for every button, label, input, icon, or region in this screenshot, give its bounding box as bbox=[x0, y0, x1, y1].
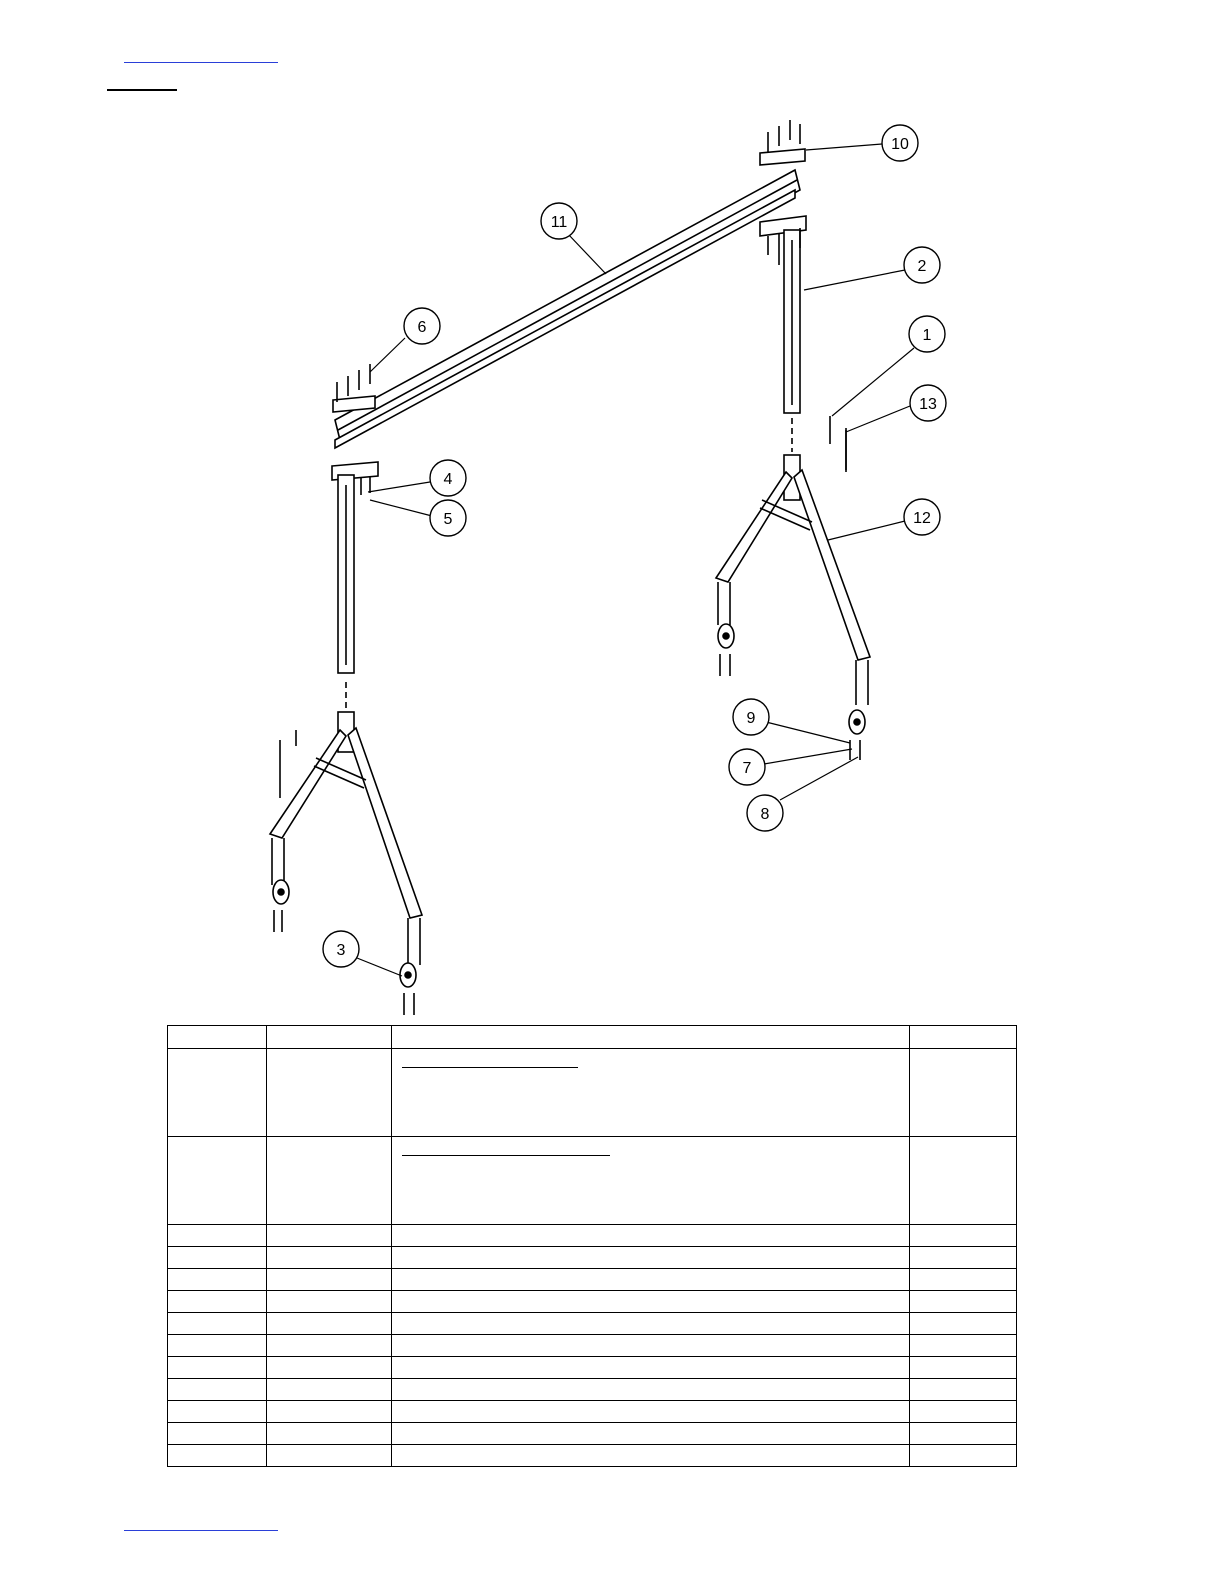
description-link[interactable] bbox=[402, 1155, 610, 1156]
table-cell bbox=[267, 1247, 392, 1269]
table-cell bbox=[392, 1401, 910, 1423]
table-cell bbox=[267, 1137, 392, 1225]
table-row bbox=[168, 1225, 1017, 1247]
callout-8-label: 8 bbox=[760, 806, 770, 823]
table-row bbox=[168, 1137, 1017, 1225]
table-cell bbox=[267, 1357, 392, 1379]
callout-9-balloon bbox=[733, 699, 769, 735]
table-cell bbox=[168, 1335, 267, 1357]
table-cell bbox=[168, 1137, 267, 1225]
callout-11-balloon bbox=[541, 203, 577, 239]
table-cell bbox=[392, 1291, 910, 1313]
table-cell bbox=[168, 1269, 267, 1291]
callout-13-balloon bbox=[910, 385, 946, 421]
callout-12-label: 12 bbox=[913, 510, 931, 527]
table-cell bbox=[267, 1335, 392, 1357]
table-cell bbox=[168, 1423, 267, 1445]
table-cell bbox=[392, 1357, 910, 1379]
description-link[interactable] bbox=[402, 1067, 578, 1068]
table-cell bbox=[168, 1401, 267, 1423]
callout-7-label: 7 bbox=[742, 760, 752, 777]
callout-layer bbox=[323, 125, 946, 967]
table-cell bbox=[910, 1225, 1017, 1247]
table-cell bbox=[267, 1401, 392, 1423]
table-row bbox=[168, 1049, 1017, 1137]
callout-6-balloon bbox=[404, 308, 440, 344]
callout-1-balloon bbox=[909, 316, 945, 352]
table-row bbox=[168, 1357, 1017, 1379]
callout-6-label: 6 bbox=[417, 319, 427, 336]
table-cell bbox=[168, 1445, 267, 1467]
callout-10-label: 10 bbox=[891, 136, 909, 153]
table-cell bbox=[910, 1247, 1017, 1269]
table-cell bbox=[392, 1225, 910, 1247]
table-row bbox=[168, 1335, 1017, 1357]
callout-10-balloon bbox=[882, 125, 918, 161]
table-cell bbox=[910, 1313, 1017, 1335]
callout-8-balloon bbox=[747, 795, 783, 831]
callout-12-balloon bbox=[904, 499, 940, 535]
table-cell bbox=[910, 1291, 1017, 1313]
table-cell bbox=[168, 1049, 267, 1137]
table-cell bbox=[392, 1247, 910, 1269]
table-row bbox=[168, 1445, 1017, 1467]
table-cell bbox=[910, 1335, 1017, 1357]
table-cell bbox=[267, 1445, 392, 1467]
table-cell bbox=[910, 1049, 1017, 1137]
header-cell-item bbox=[168, 1026, 267, 1049]
table-cell bbox=[392, 1335, 910, 1357]
table-row bbox=[168, 1401, 1017, 1423]
table-cell bbox=[168, 1357, 267, 1379]
header-cell-qty bbox=[910, 1026, 1017, 1049]
callout-5-balloon bbox=[430, 500, 466, 536]
table-cell bbox=[392, 1269, 910, 1291]
callout-13-label: 13 bbox=[919, 396, 937, 413]
table-header-row bbox=[168, 1026, 1017, 1049]
i-beam bbox=[333, 149, 805, 448]
table-cell bbox=[168, 1313, 267, 1335]
footer-link[interactable] bbox=[124, 1530, 278, 1531]
table-cell bbox=[267, 1049, 392, 1137]
parts-list-table bbox=[167, 1025, 1017, 1467]
callout-11-label: 11 bbox=[550, 214, 568, 231]
right-upright bbox=[784, 230, 800, 452]
callout-4-balloon bbox=[430, 460, 466, 496]
callout-1-label: 1 bbox=[922, 327, 932, 344]
callout-5-label: 5 bbox=[443, 511, 453, 528]
table-cell bbox=[267, 1225, 392, 1247]
callout-2-balloon bbox=[904, 247, 940, 283]
callout-9-label: 9 bbox=[746, 710, 756, 727]
table-cell-description[interactable] bbox=[392, 1049, 910, 1137]
table-row bbox=[168, 1247, 1017, 1269]
callout-7-balloon bbox=[729, 749, 765, 785]
table-cell bbox=[168, 1247, 267, 1269]
callout-2-label: 2 bbox=[917, 258, 927, 275]
table-cell bbox=[168, 1379, 267, 1401]
table-cell bbox=[168, 1225, 267, 1247]
table-row bbox=[168, 1313, 1017, 1335]
right-a-frame-base bbox=[716, 430, 870, 705]
table-cell bbox=[910, 1269, 1017, 1291]
table-cell bbox=[910, 1401, 1017, 1423]
table-row bbox=[168, 1379, 1017, 1401]
table-cell bbox=[267, 1291, 392, 1313]
header-cell-part-number bbox=[267, 1026, 392, 1049]
table-cell-description[interactable] bbox=[392, 1137, 910, 1225]
left-upright bbox=[338, 475, 354, 708]
left-a-frame-base bbox=[270, 712, 422, 965]
table-cell bbox=[267, 1313, 392, 1335]
callout-4-label: 4 bbox=[443, 471, 453, 488]
table-cell bbox=[910, 1379, 1017, 1401]
table-row bbox=[168, 1423, 1017, 1445]
callout-3-balloon bbox=[323, 931, 359, 967]
table-row bbox=[168, 1269, 1017, 1291]
table-cell bbox=[392, 1445, 910, 1467]
table-cell bbox=[392, 1313, 910, 1335]
table-cell bbox=[168, 1291, 267, 1313]
table-cell bbox=[267, 1423, 392, 1445]
table-row bbox=[168, 1291, 1017, 1313]
table-cell bbox=[910, 1423, 1017, 1445]
callout-3-label: 3 bbox=[336, 942, 346, 959]
table-cell bbox=[392, 1379, 910, 1401]
table-cell bbox=[267, 1379, 392, 1401]
table-cell bbox=[267, 1269, 392, 1291]
header-cell-description bbox=[392, 1026, 910, 1049]
table-cell bbox=[910, 1445, 1017, 1467]
table-cell bbox=[392, 1423, 910, 1445]
table-cell bbox=[910, 1357, 1017, 1379]
table-cell bbox=[910, 1137, 1017, 1225]
